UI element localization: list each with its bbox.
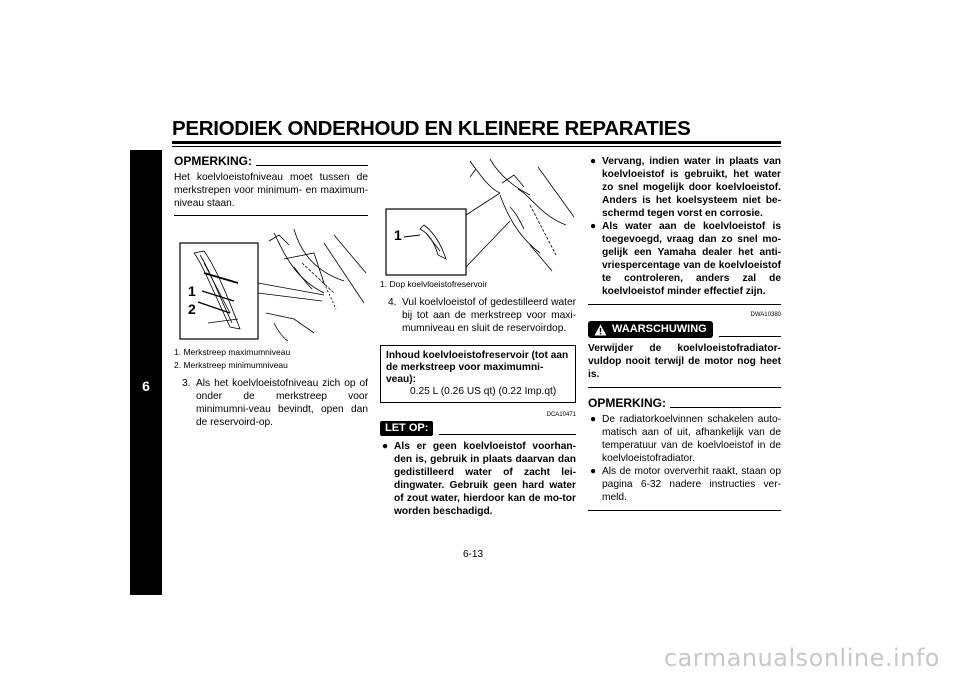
figure-callout-2: 2: [188, 301, 196, 317]
step-3: [174, 377, 368, 429]
step-4: [380, 296, 576, 335]
note-heading: [174, 155, 368, 168]
note-bullet: [588, 465, 781, 504]
figure-caption-2: 2. Merkstreep minimumniveau: [174, 360, 288, 370]
header-rule-thin: [172, 146, 781, 147]
step-number: 3.: [182, 378, 191, 389]
chapter-number: 6: [142, 378, 150, 394]
warning-label-box: [588, 321, 713, 338]
figure-drawing: [380, 155, 576, 277]
bullet-icon: ●: [382, 441, 389, 452]
figure-drawing: [174, 223, 368, 343]
column-3: [588, 155, 781, 511]
figure-caption: 1. Dop koelvloeistofreservoir: [380, 279, 488, 289]
bullet-icon: ●: [590, 414, 597, 425]
bullet-icon: ●: [590, 221, 597, 232]
figure-callout-1: 1: [394, 227, 402, 243]
caution-code: DCA10471: [546, 412, 576, 418]
warning-heading: [588, 321, 781, 338]
bullet-text: Als water aan de koelvloeistof is toegevoegd, vraag dan zo snel mo-gelijk een Yamaha dealer het anti-vriespercentage van de koelvloeistof te controleren, anders zal de koelvloeistof minder effectief zijn.: [602, 221, 781, 297]
note-title: OPMERKING:: [174, 154, 252, 168]
watermark: carmanualsonline.info: [663, 644, 940, 672]
chapter-tab: [130, 150, 162, 595]
bullet-item: [588, 155, 781, 220]
page-title: PERIODIEK ONDERHOUD EN KLEINERE REPARATIES: [172, 117, 691, 140]
warning-end-rule: [588, 387, 781, 388]
bullet-text: Vervang, indien water in plaats van koelvloeistof is gebruikt, het water zo snel mogelijk door koelvloeistof. Anders is het koelsysteem niet be-schermd tegen vorst en corrosie.: [602, 156, 781, 219]
caution-text: Als er geen koelvloeistof voorhan-den is, gebruik in plaats daarvan dan gedistilleerd water of zacht lei-dingwater. Gebruik geen hard water of zout water, hierdoor kan de mo-tor worden beschadigd.: [394, 441, 576, 517]
step-text: Vul koelvloeistof of gedestilleerd water bij tot aan de merkstreep voor maxi-mumniveau en sluit de reservoirdop.: [402, 297, 576, 334]
note-bullet-text: Als de motor oververhit raakt, staan op pagina 6-32 nadere instructies ver-meld.: [602, 466, 781, 503]
figure-reservoir-cap: [380, 155, 576, 277]
note-bullet: [588, 413, 781, 465]
warning-label: WAARSCHUWING: [612, 323, 707, 335]
column-2: [380, 155, 576, 518]
caution-bullet: [380, 440, 576, 518]
capacity-box: [380, 345, 576, 403]
note-title: OPMERKING:: [588, 396, 666, 410]
header-rule: [172, 141, 781, 144]
note-heading: [588, 397, 781, 410]
warning-icon: [594, 324, 607, 336]
warning-code: DWA10380: [750, 312, 781, 318]
note-bullet-text: De radiatorkoelvinnen schakelen auto-matisch aan of uit, afhankelijk van de temperatuur van de koelvloeistof in de koelvloeistofradiator.: [602, 414, 781, 464]
page-number: 6-13: [463, 549, 484, 560]
capacity-value: 0.25 L (0.26 US qt) (0.22 Imp.qt): [410, 386, 557, 397]
column-1: [174, 155, 368, 429]
note-end-rule: [174, 215, 368, 216]
bullet-icon: ●: [590, 466, 597, 477]
caution-label: LET OP:: [380, 421, 433, 436]
note-text: Het koelvloeistofniveau moet tussen de merkstrepen voor minimum- en maximum-niveau staan.: [174, 172, 368, 209]
section-rule: [588, 304, 781, 305]
bullet-item: [588, 220, 781, 298]
capacity-title: Inhoud koelvloeistofreservoir (tot aan de merkstreep voor maximumni-veau):: [386, 350, 569, 385]
caution-heading: [380, 421, 576, 436]
warning-text: Verwijder de koelvloeistofradiator-vuldop nooit terwijl de motor nog heet is.: [588, 343, 781, 380]
bullet-icon: ●: [590, 156, 597, 167]
figure-callout-1: 1: [188, 283, 196, 299]
step-number: 4.: [388, 297, 397, 308]
note-end-rule: [588, 510, 781, 511]
step-text: Als het koelvloeistofniveau zich op of onder de merkstreep voor minimumni-veau bevindt, open dan de reservoird-op.: [196, 378, 368, 428]
figure-caption-1: 1. Merkstreep maximumniveau: [174, 347, 291, 357]
figure-coolant-reservoir-levels: [174, 223, 368, 343]
